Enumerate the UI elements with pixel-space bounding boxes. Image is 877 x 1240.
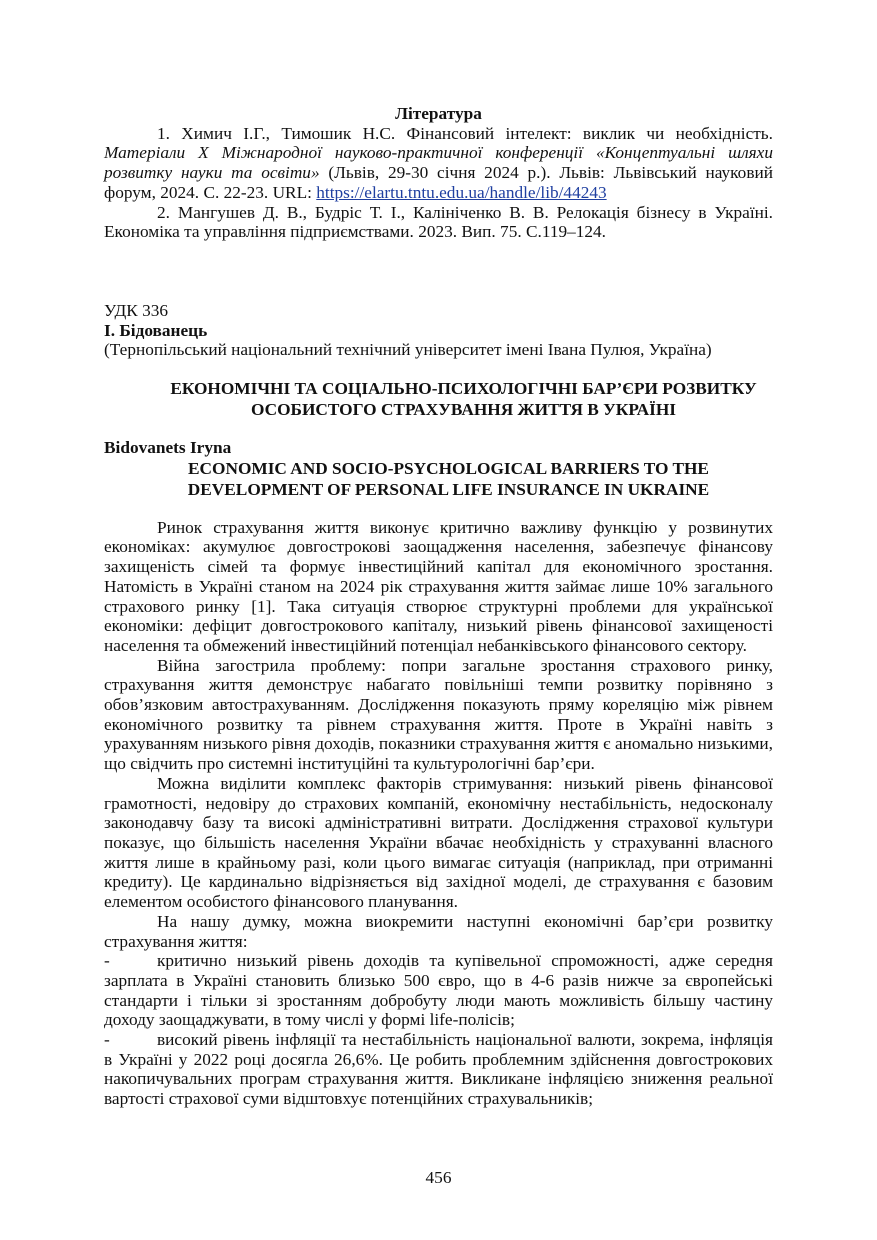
affiliation: (Тернопільський національний технічний університет імені Івана Пулюя, Україна) xyxy=(104,340,712,360)
article-title-en: ECONOMIC AND SOCIO-PSYCHOLOGICAL BARRIERS TO THE DEVELOPMENT OF PERSONAL LIFE INSURANCE IN UKRAINE xyxy=(187,458,710,499)
udc-code: УДК 336 xyxy=(104,300,169,320)
author-uk: І. Бідованець xyxy=(104,320,208,340)
reference-item-2: 2. Мангушев Д. В., Будріс Т. І., Калініченко В. В. Релокація бізнесу в Україні. Економіка та управління підприємствами. 2023. Вип. 75. С.119–124. xyxy=(104,202,773,242)
body-paragraph: Війна загострила проблему: попри загальне зростання страхового ринку, страхування життя демонструє набагато повільніші темпи розвитку порівняно з обов’язковим автострахуванням. Дослідження показують пряму кореляцію між рівнем економічного розвитку та рівнем страхування життя. Проте в Україні навіть з урахуванням низького рівня доходів, показники страхування життя є аномально низькими, що свідчить про системні інституційні та культурологічні бар’єри. xyxy=(104,655,773,774)
body-paragraph: Можна виділити комплекс факторів стримування: низький рівень фінансової грамотності, недовіру до страхових компаній, економічну нестабільність, недосконалу законодавчу базу та високі адміністративні витрати. Дослідження страхової культури показує, що більшість населення України вбачає необхідність у страхуванні власного життя лише в крайньому разі, коли цього вимагає ситуація (наприклад, при отриманні кредиту). Це кардинально відрізняється від західної моделі, де страхування є базовим елементом особистого фінансового планування. xyxy=(104,773,773,912)
article-title-uk: ЕКОНОМІЧНІ ТА СОЦІАЛЬНО-ПСИХОЛОГІЧНІ БАР’ЄРИ РОЗВИТКУ ОСОБИСТОГО СТРАХУВАННЯ ЖИТТЯ В УКРАЇНІ xyxy=(170,379,757,420)
reference-item-1: 1. Химич І.Г., Тимошик Н.С. Фінансовий інтелект: виклик чи необхідність. Матеріали Х Міжнародної науково-практичної конференції «Концептуальні шляхи розвитку науки та освіти» (Львів, 29-30 січня 2024 р.). Львів: Львівський науковий форум, 2024. С. 22-23. URL: https://elartu.tntu.edu.ua/handle/lib/44243 xyxy=(104,123,773,202)
body-paragraph: Ринок страхування життя виконує критично важливу функцію у розвинутих економіках: акумулює довгострокові заощадження населення, забезпечує фінансову захищеність сімей та формує інвестиційний капітал для економічного зростання. Натомість в Україні станом на 2024 рік страхування життя займає лише 10% загального страхового ринку [1]. Така ситуація створює структурні проблеми для української економіки: дефіцит довгострокового капіталу, низький рівень фінансової захищеності населення та обмежений інвестиційний потенціал небанківського фінансового сектору. xyxy=(104,517,773,655)
reference-url-link[interactable]: https://elartu.tntu.edu.ua/handle/lib/44243 xyxy=(316,182,607,202)
author-en: Bidovanets Iryna xyxy=(104,438,232,458)
reference-source-italic: Матеріали Х Міжнародної науково-практичної конференції «Концептуальні шляхи розвитку науки та освіти» xyxy=(104,143,773,183)
page-number: 456 xyxy=(425,1168,452,1187)
list-item: - високий рівень інфляції та нестабільність національної валюти, зокрема, інфляція в Україні у 2022 році досягла 26,6%. Це робить проблемним здійснення довгострокових накопичувальних програм страхування життя. Викликане інфляцією зниження реальної вартості страхової суми відштовхує потенційних страхувальників; xyxy=(104,1030,773,1109)
body-paragraph: На нашу думку, можна виокремити наступні економічні бар’єри розвитку страхування життя: xyxy=(104,911,773,951)
list-item: - критично низький рівень доходів та купівельної спроможності, адже середня зарплата в Україні становить близько 500 євро, що в 4-6 разів нижче за європейські стандарти і тільки зі зростанням добробуту люди мають можливість більшу частину доходу заощаджувати, в тому числі у формі life-полісів; xyxy=(104,951,773,1030)
references-heading: Література xyxy=(395,104,482,123)
page-content xyxy=(104,104,773,1109)
